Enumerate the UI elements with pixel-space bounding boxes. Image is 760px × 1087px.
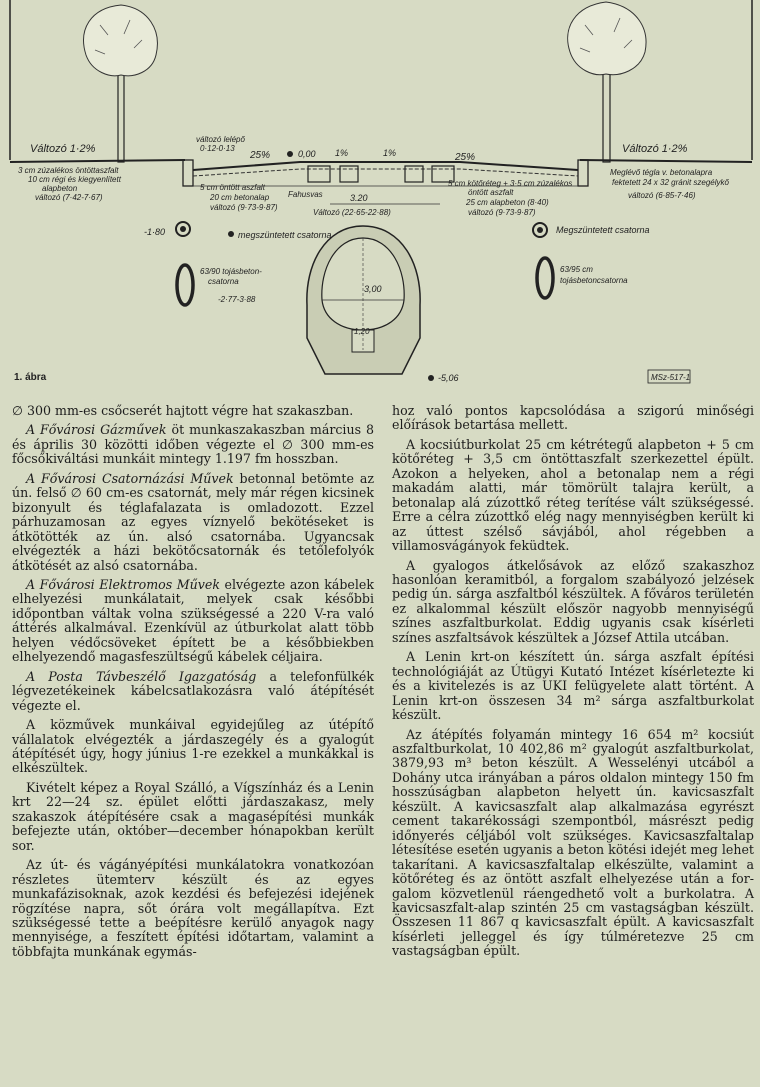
- paragraph-text: elvégezte azon kábelek elhelyezési munkálatait, melyek csak későbbi időpontban váltak volna szükségessé a 220 V-ra való áttérés alkalmával. Ezenkívül az útburkolat alatt több helyen védőcsöveket épített be a későbbiekben elhelyezendő magasfeszültségű kábelek céljaira.: [12, 576, 374, 665]
- right-curb-3: változó (6·85-7·46): [628, 191, 696, 200]
- organization-name: A Fővárosi Gázművek: [26, 422, 167, 438]
- sewer-left-level: -2·77-3·88: [218, 295, 256, 304]
- right-layer-4: változó (9·73-9·87): [468, 208, 536, 217]
- tree-right-icon: [568, 2, 646, 162]
- paragraph: [12, 404, 374, 418]
- left-layer-4: változó (7·42-7·67): [35, 193, 103, 202]
- right-layer-2: öntött aszfalt: [468, 188, 514, 197]
- paragraph: [12, 578, 374, 665]
- right-text-column: [392, 404, 754, 964]
- figure-stamp: MSz-517-1: [651, 373, 691, 382]
- left-layer-3: alapbeton: [42, 184, 78, 193]
- organization-name: A Fővárosi Csatornázási Művek: [26, 470, 234, 486]
- paragraph: [392, 728, 754, 959]
- right-layer-3: 25 cm alapbeton (8·40): [466, 198, 549, 207]
- sewer-left-2: csatorna: [208, 277, 239, 286]
- track-var: Változó (22·65-22·88): [313, 208, 391, 217]
- paragraph: [392, 438, 754, 554]
- abandoned-left-label: megszüntetett csatorna: [238, 230, 332, 240]
- dim-120: 1,20: [354, 327, 370, 336]
- paragraph-text: hoz való pontos kapcsolódása a szigorú minőségi előírások betartása mellett.: [392, 403, 754, 433]
- center-layer-3: változó (9·73-9·87): [210, 203, 278, 212]
- paragraph-text: a telefonfülkék légvezetékeinek kábelcsatlakozásra való átépítését végezte el.: [12, 668, 374, 713]
- paragraph: [392, 650, 754, 722]
- paragraph: [12, 718, 374, 776]
- paragraph-text: A gyalogos átkelősávok az előző szakaszhoz hasonlóan keramitból, a forgalom szabályozó jelzések pedig ún. sárga aszfaltból készültek. A főváros területén ez alkalommal készült először nagyobb mennyiségű színes aszfaltburkolat. Eddig ugyanis csak kísérleti színes aszfaltsávok készültek a József Attila utcában.: [392, 557, 754, 645]
- valtozo-left-value: 0·12-0·13: [200, 144, 235, 153]
- paragraph-text: Kivételt képez a Royal Szálló, a Vígszínház és a Lenin krt 22—24 sz. épület előtti járdaszakasz, mely szakaszok átépítésére csak a magasépítési munkák befejezte után, október—december hónapokban került sor.: [12, 779, 374, 853]
- level-left: -1·80: [144, 227, 166, 237]
- paragraph: [392, 559, 754, 646]
- right-curb-2: fektetett 24 x 32 gránit szegélykő: [612, 178, 729, 187]
- paragraph: [12, 670, 374, 713]
- var-right-label: Változó 1·2%: [622, 143, 688, 155]
- paragraph-text: öt munkaszakaszban március 8 és április 30 közötti időben végezte el ∅ 300 mm-es főcsőkiváltási munkáit mintegy 1.197 fm hosszban.: [12, 422, 375, 467]
- left-layer-2: 10 cm régi és kiegyenlített: [28, 175, 121, 184]
- paragraph-text: A Lenin krt-on készített ún. sárga aszfalt építési technológiáját az Útügyi Kutató Intézet kísérletezte ki és a kivitelezés is az UKI felügyelete alatt történt. A Lenin krt-on összesen 34 m² sárga aszfaltburkolat készült.: [392, 649, 754, 723]
- left-text-column: [12, 404, 374, 964]
- sewer-right-1: 63/95 cm: [560, 265, 593, 274]
- organization-name: A Fővárosi Elektromos Művek: [26, 576, 220, 592]
- paragraph-text: A kocsiútburkolat 25 cm kétrétegű alapbeton + 5 cm kötőréteg + 3,5 cm öntöttaszfalt szerkezettel épült. Azokon a helyeken, ahol a betonalap nem a régi makadám alatti, már tömörült talajra került, a betonalap alá zúzottkő réteg terítése vált szükségessé. Erre a célra zúzottkő elég nagy mennyiségben került ki az úttest szélső sávjából, ahol régebben a villamosvágányok feküdtek.: [392, 436, 754, 554]
- main-egg-tunnel: [307, 226, 420, 374]
- paragraph: [12, 472, 374, 573]
- tree-left-icon: [84, 5, 158, 162]
- egg-sewer-right-icon: [537, 258, 553, 298]
- center-layer-2: 20 cm betonalap: [210, 193, 270, 202]
- figure-label: 1. ábra: [14, 372, 47, 383]
- sewer-left-1: 63/90 tojásbeton-: [200, 267, 262, 276]
- paragraph-text: ∅ 300 mm-es csőcserét hajtott végre hat szakaszban.: [12, 403, 354, 418]
- slope-mid-1: 1%: [335, 148, 349, 158]
- level-506: -5,06: [438, 373, 459, 383]
- sewer-right-2: tojásbetoncsatorna: [560, 276, 628, 285]
- road-cross-section-figure: [0, 0, 760, 400]
- paragraph-text: betonnal betömte az ún. felső ∅ 60 cm-es csatornát, mely már régen kicsinek bizonyult és téglafalazata is omladozott. Ezzel párhuzamosan az egyes víznyelő bekötéseket is átkötötték az ún. alsó csatornába. Ugyancsak elvégezték a házi bekötőcsatornák és tetőlefolyók átkötését az alsó csatornába.: [12, 470, 374, 573]
- paragraph-text: A közművek munkáival egyidejűleg az útépítő vállalatok elvégezték a járdaszegély és a gyalogút átépítését úgy, hogy június 1-re ezekkel a munkákkal is elkészültek.: [12, 717, 374, 776]
- paragraph: [12, 423, 374, 466]
- slope-left: 25%: [250, 150, 271, 161]
- paragraph: [12, 858, 374, 959]
- center-layer-1: 5 cm öntött aszfalt: [200, 183, 265, 192]
- var-left-label: Változó 1·2%: [30, 143, 96, 155]
- paragraph: [12, 781, 374, 853]
- abandoned-right-label: Megszüntetett csatorna: [556, 225, 650, 235]
- paragraph-text: Az út- és vágányépítési munkálatokra vonatkozóan részletes ütemterv készült és az egyes munkafázisoknak, azok kezdési és befejezési idejének rögzítése napra, sőt órára volt megállapítva. Ezt szükségessé tette a beépítésre kerülő anyagok nagy mennyisége, a feszített építési időtartam, valamint a többfajta munkának egymás-: [12, 857, 374, 959]
- right-layer-1: 5 cm kötőréteg + 3·5 cm zúzalékos: [448, 179, 573, 188]
- organization-name: A Posta Távbeszélő Igazgatóság: [26, 668, 257, 684]
- valtozo-left-label: változó lelépő: [196, 135, 245, 144]
- track-width: 3.20: [350, 193, 368, 203]
- dim-300: 3,00: [364, 284, 382, 294]
- paragraph: [392, 404, 754, 433]
- egg-sewer-left-icon: [177, 265, 193, 305]
- level-marker-icon: [287, 151, 293, 157]
- paragraph-text: Az átépítés folyamán mintegy 16 654 m² kocsiút aszfaltburkolat, 10 402,86 m² gyalogút aszfaltburkolat, 3879,93 m³ beton készült. A Wesselényi utcából a Dohány utca irányában a páros oldalon mintegy 150 fm hosszúságban alapbeton helyett ún. kavicsaszfalt készült. A kavicsaszfalt alap alkalmazása egyrészt cement takarékossági szempontból, másrészt pedig időnyerés céljából volt szükséges. Kavicsaszfaltalap létesítése esetén ugyanis a beton kötési idejét meg lehet takarítani. A kavicsaszfaltalap elkészülte, valamint a kötőréteg és az öntött aszfalt elhelyezése után a forgalom közvetlenül ráengedhető volt a burkolatra. A kavicsaszfalt-alap szintén 25 cm vastagságban készült. Összesen 11 867 q kavicsaszfalt épült. A kavicsaszfalt kísérleti jelleggel és így túlméretezve 25 cm vastagságban épült.: [392, 726, 754, 959]
- slope-mid-2: 1%: [383, 148, 397, 158]
- slope-right: 25%: [455, 152, 476, 163]
- fahusvas-label: Fahusvas: [288, 190, 323, 199]
- left-layer-1: 3 cm zúzalékos öntöttaszfalt: [18, 166, 119, 175]
- right-curb-1: Meglévő tégla v. betonalapra: [610, 168, 713, 177]
- level-000: 0,00: [298, 149, 316, 159]
